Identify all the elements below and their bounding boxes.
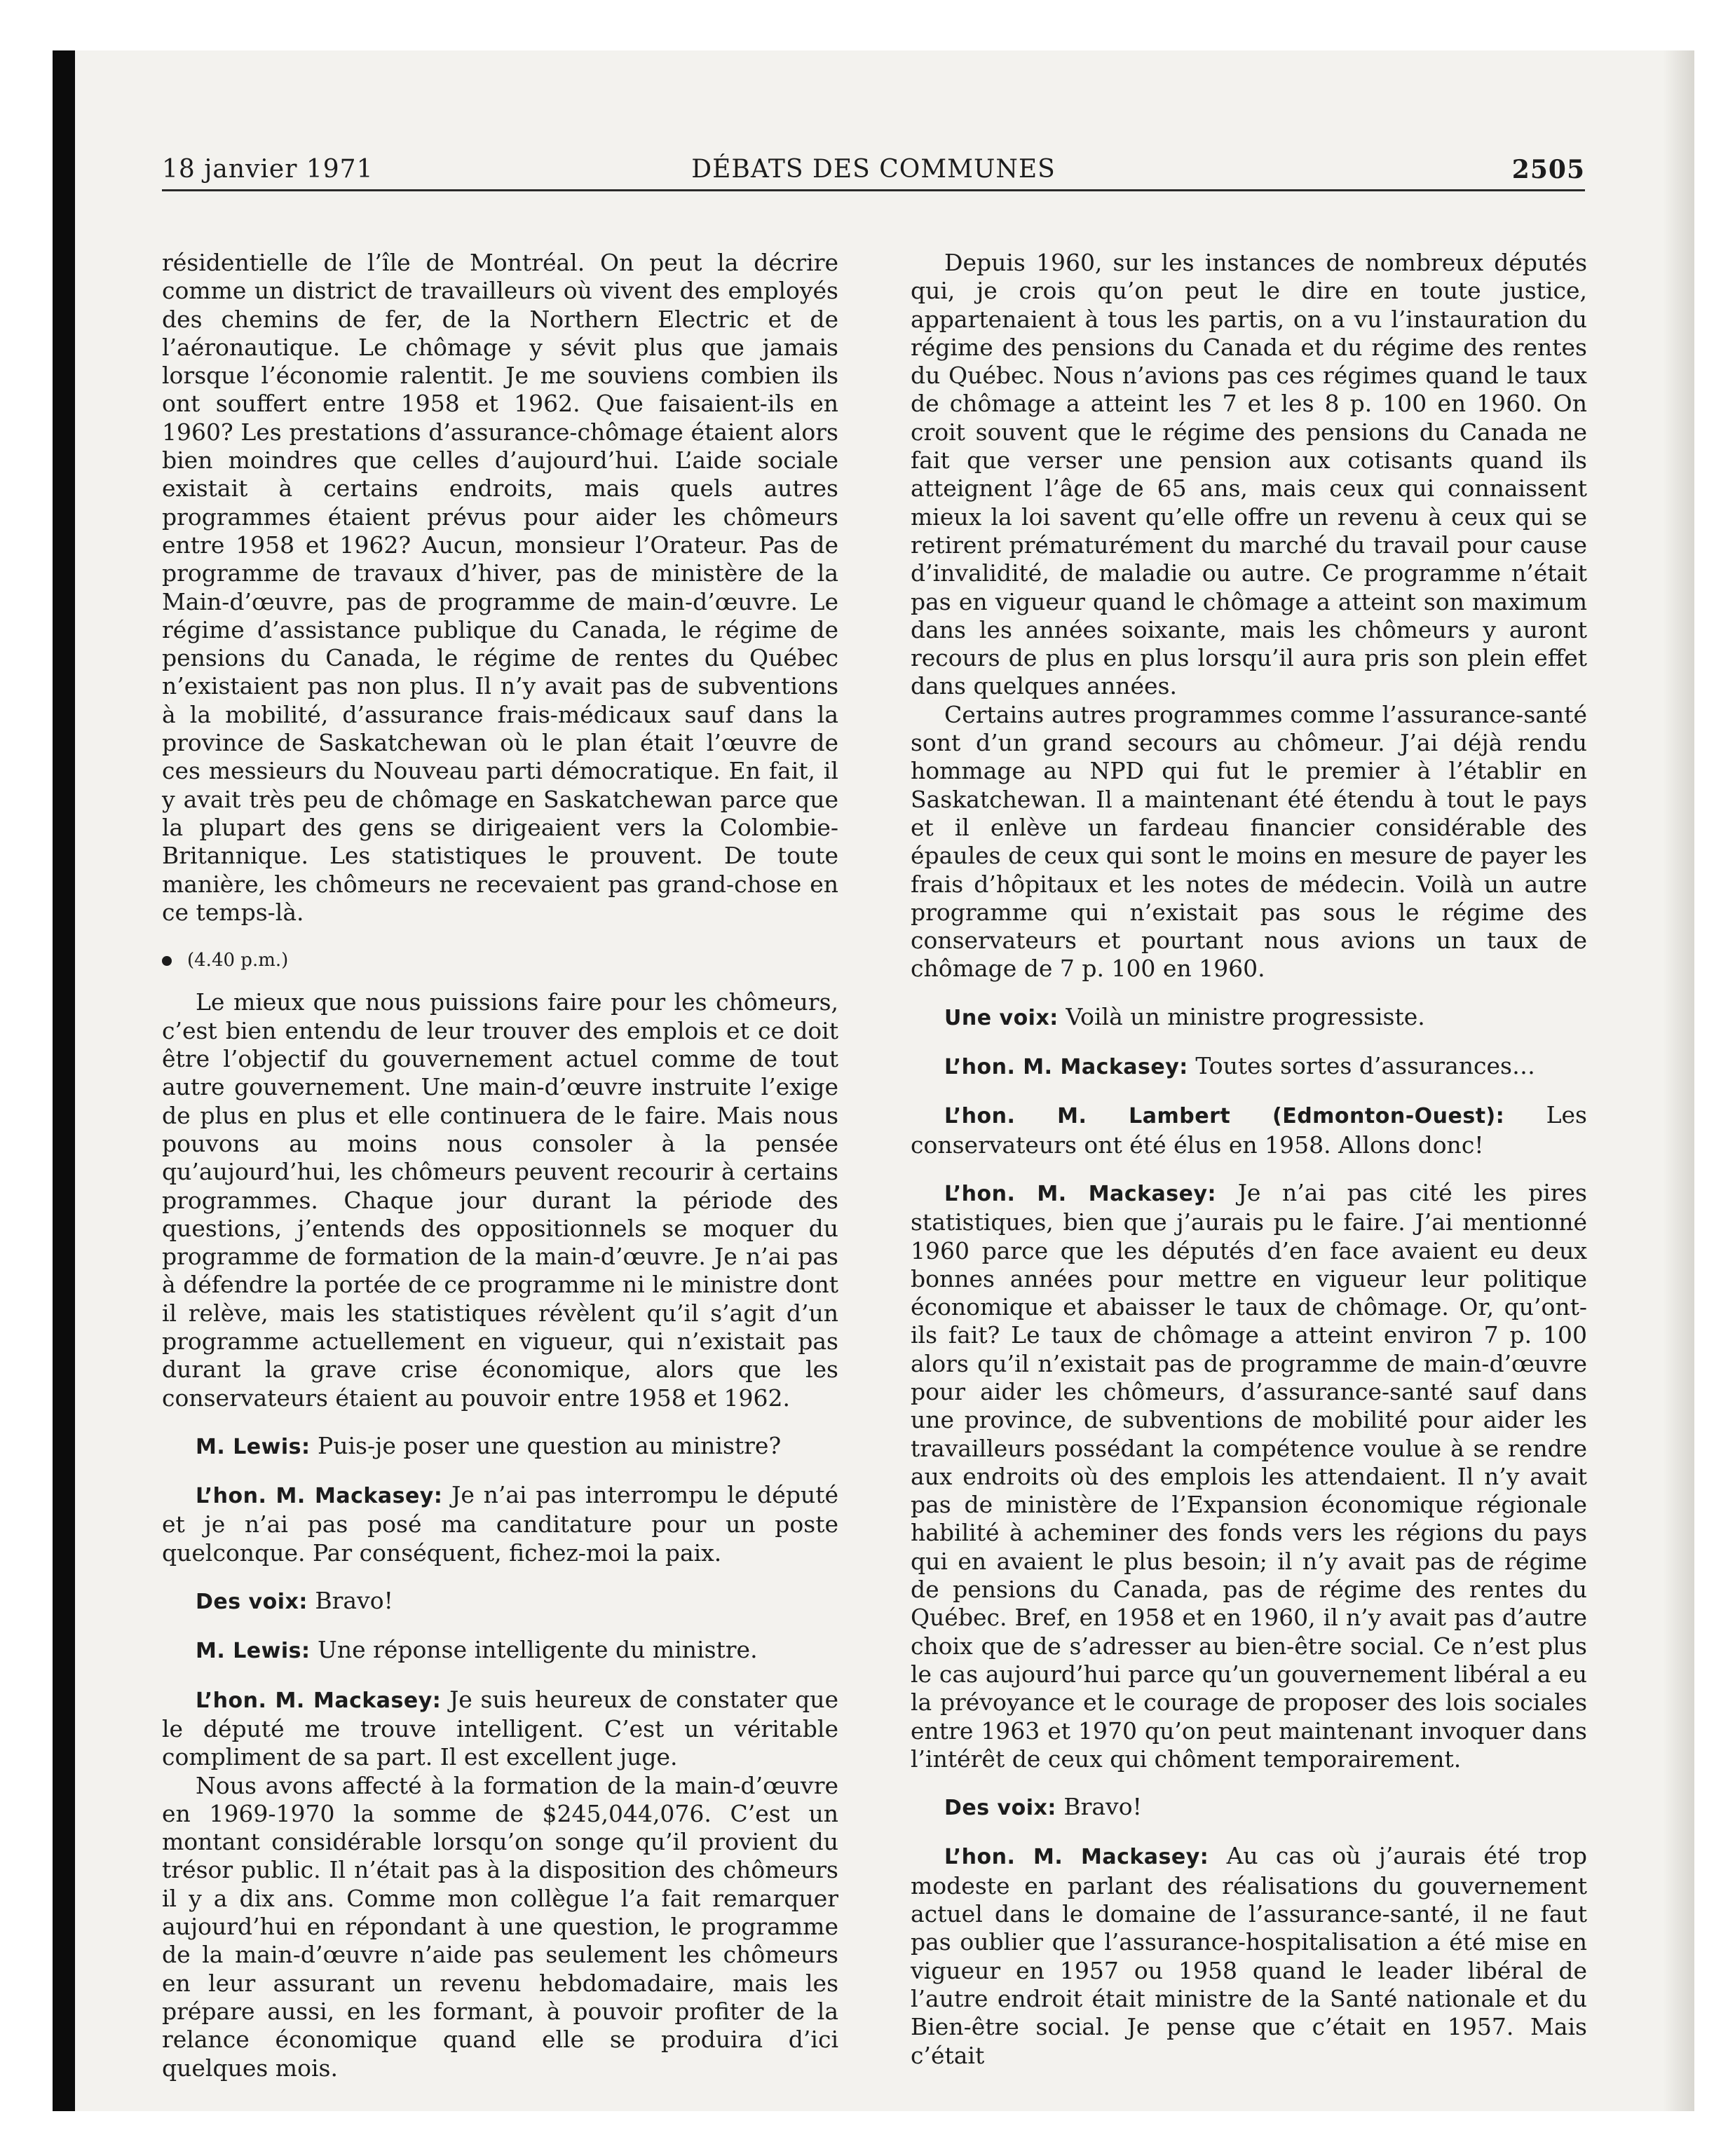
page-shadow: [1663, 50, 1694, 2111]
speech: [162, 1686, 838, 1772]
paragraph: Certains autres programmes comme l’assurance-santé sont d’un grand secours au chômeur. J’ai déjà rendu hommage au NPD qui fut le premier à l’établir en Saskatchewan. Il a maintenant été étendu à tout le pays et il enlève un fardeau financier considérable des épaules de ceux qui sont le moins en mesure de payer les frais d’hôpitaux et les notes de médecin. Voilà un autre programme qui n’existait pas sous le régime des conservateurs et pourtant nous avions un taux de chômage de 7 p. 100 en 1960.: [911, 700, 1587, 983]
time-marker-text: (4.40 p.m.): [187, 950, 289, 971]
left-column: [162, 249, 838, 2082]
speaker-name: Une voix:: [944, 1005, 1059, 1030]
speech-text: Je n’ai pas interrompu le député et je n’ai pas posé ma canditature pour un poste quelconque. Par conséquent, fichez-moi la paix.: [162, 1481, 838, 1567]
speech-text: Au cas où j’aurais été trop modeste en parlant des réalisations du gouvernement actuel dans le domaine de l’assurance-santé, il ne faut pas oublier que l’assurance-hospitalisation a été mise en vigueur en 1957 ou 1958 quand le leader libéral de l’autre endroit était ministre de la Santé nationale et du Bien-être social. Je pense que c’était en 1957. Mais c’était: [911, 1842, 1587, 2069]
speech-text: Une réponse intelligente du ministre.: [318, 1636, 758, 1664]
speech-text: Les conservateurs ont été élus en 1958. Allons donc!: [911, 1101, 1587, 1159]
speech: [162, 1432, 838, 1461]
bullet-icon: [162, 956, 172, 966]
speech: [911, 1179, 1587, 1773]
speaker-name: L’hon. M. Mackasey:: [944, 1845, 1209, 1870]
scan-edge-bar: [53, 50, 75, 2111]
speech: [162, 1481, 838, 1567]
journal-title: DÉBATS DES COMMUNES: [691, 155, 1056, 184]
speaker-name: Des voix:: [944, 1796, 1056, 1821]
speech-text: Je n’ai pas cité les pires statistiques, bien que j’aurais pu le faire. J’ai mentionné 1960 parce que les députés d’en face avaient eu deux bonnes années pour mettre en vigueur leur politique économique et abaisser le taux de chômage. Or, qu’ont-ils fait? Le taux de chômage a atteint environ 7 p. 100 alors qu’il n’existait pas de programme de main-d’œuvre pour aider les chômeurs, d’assurance-santé sauf dans une province, de subventions de mobilité pour aider les travailleurs possédant la compétence voulue à se rendre aux endroits où des emplois les attendaient. Il n’y avait pas de ministère de l’Expansion économique régionale habilité à acheminer des fonds vers les régions du pays qui en avaient le plus besoin; il n’y avait pas de régime de pensions du Canada, pas de régime des rentes du Québec. Bref, en 1958 et en 1960, il n’y avait pas d’autre choix que de s’adresser au bien-être social. Ce n’est plus le cas aujourd’hui parce qu’un gouvernement libéral a eu la prévoyance et le courage de proposer des lois sociales entre 1963 et 1970 qu’on peut maintenant invoquer dans l’intérêt de ceux qui chôment temporairement.: [911, 1178, 1587, 1773]
paragraph: Le mieux que nous puissions faire pour les chômeurs, c’est bien entendu de leur trouver des emplois et ce doit être l’objectif du gouvernement actuel comme de tout autre gouvernement. Une main-d’œuvre instruite l’exige de plus en plus et elle continuera de le faire. Mais nous pouvons au moins nous consoler à la pensée qu’aujourd’hui, les chômeurs peuvent recourir à certains programmes. Chaque jour durant la période des questions, j’entends des oppositionnels se moquer du programme de formation de la main-d’œuvre. Je n’ai pas à défendre la portée de ce programme ni le ministre dont il relève, mais les statistiques révèlent qu’il s’agit d’un programme actuellement en vigueur, qui n’existait pas durant la grave crise économique, alors que les conservateurs étaient au pouvoir entre 1958 et 1962.: [162, 988, 838, 1412]
running-header: [162, 154, 1585, 191]
speech: [911, 1052, 1587, 1082]
speaker-name: Des voix:: [196, 1590, 308, 1615]
speech: [911, 1793, 1587, 1822]
speaker-name: L’hon. M. Mackasey:: [944, 1055, 1188, 1080]
page-number: 2505: [1511, 155, 1585, 184]
speech-text: Bravo!: [1063, 1793, 1142, 1821]
paragraph: résidentielle de l’île de Montréal. On peut la décrire comme un district de travailleurs où vivent des employés des chemins de fer, de la Northern Electric et de l’aéronautique. Le chômage y sévit plus que jamais lorsque l’économie ralentit. Je me souviens combien ils ont souffert entre 1958 et 1962. Que faisaient-ils en 1960? Les prestations d’assurance-chômage étaient alors bien moindres que celles d’aujourd’hui. L’aide sociale existait à certains endroits, mais quels autres programmes étaient prévus pour aider les chômeurs entre 1958 et 1962? Aucun, monsieur l’Orateur. Pas de programme de travaux d’hiver, pas de ministère de la Main-d’œuvre, pas de programme de main-d’œuvre. Le régime d’assistance publique du Canada, le régime de pensions du Canada, le régime de rentes du Québec n’existaient pas non plus. Il n’y avait pas de subventions à la mobilité, d’assurance frais-médicaux sauf dans la province de Saskatchewan où le plan était l’œuvre de ces messieurs du Nouveau parti démocratique. En fait, il y avait très peu de chômage en Saskatchewan parce que la plupart des gens se dirigeaient vers la Colombie-Britannique. Les statistiques le prouvent. De toute manière, les chômeurs ne recevaient pas grand-chose en ce temps-là.: [162, 249, 838, 926]
speech-text: Puis-je poser une question au ministre?: [318, 1431, 782, 1459]
speech: [911, 1003, 1587, 1032]
speaker-name: L’hon. M. Mackasey:: [196, 1688, 442, 1713]
speech: [911, 1101, 1587, 1159]
speaker-name: L’hon. M. Mackasey:: [196, 1484, 443, 1509]
speech: [911, 1842, 1587, 2069]
speech-text: Bravo!: [315, 1587, 393, 1615]
speaker-name: L’hon. M. Mackasey:: [944, 1181, 1217, 1206]
speech: [162, 1587, 838, 1616]
speech-text: Je suis heureux de constater que le député me trouve intelligent. C’est un véritable compliment de sa part. Il est excellent juge.: [162, 1685, 838, 1771]
paragraph: Nous avons affecté à la formation de la main-d’œuvre en 1969-1970 la somme de $245,044,076. C’est un montant considérable lorsqu’on songe qu’il provient du trésor public. Il n’était pas à la disposition des chômeurs il y a dix ans. Comme mon collègue l’a fait remarquer aujourd’hui en répondant à une question, le programme de la main-d’œuvre n’aide pas seulement les chômeurs en leur assurant un revenu hebdomadaire, mais les prépare aussi, en les formant, à pouvoir profiter de la relance économique quand elle se produira d’ici quelques mois.: [162, 1771, 838, 2082]
speaker-name: L’hon. M. Lambert (Edmonton-Ouest):: [944, 1104, 1505, 1129]
speaker-name: M. Lewis:: [196, 1639, 311, 1664]
time-marker: [162, 946, 838, 974]
speech: [162, 1636, 838, 1665]
right-column: [911, 249, 1587, 2070]
paragraph: Depuis 1960, sur les instances de nombreux députés qui, je crois qu’on peut le dire en toute justice, appartenaient à tous les partis, on a vu l’instauration du régime des pensions du Canada et du régime des rentes du Québec. Nous n’avions pas ces régimes quand le taux de chômage a atteint les 7 et les 8 p. 100 en 1960. On croit souvent que le régime des pensions du Canada ne fait que verser une pension aux cotisants quand ils atteignent l’âge de 65 ans, mais ceux qui connaissent mieux la loi savent qu’elle offre un revenu à ceux qui se retirent prématurément du marché du travail pour cause d’invalidité, de maladie ou autre. Ce programme n’était pas en vigueur quand le chômage a atteint son maximum dans les années soixante, mais les chômeurs y auront recours de plus en plus lorsqu’il aura pris son plein effet dans quelques années.: [911, 249, 1587, 700]
speech-text: Toutes sortes d’assurances…: [1195, 1052, 1535, 1080]
speaker-name: M. Lewis:: [196, 1434, 311, 1459]
header-date: 18 janvier 1971: [162, 155, 374, 184]
speech-text: Voilà un ministre progressiste.: [1066, 1002, 1425, 1030]
